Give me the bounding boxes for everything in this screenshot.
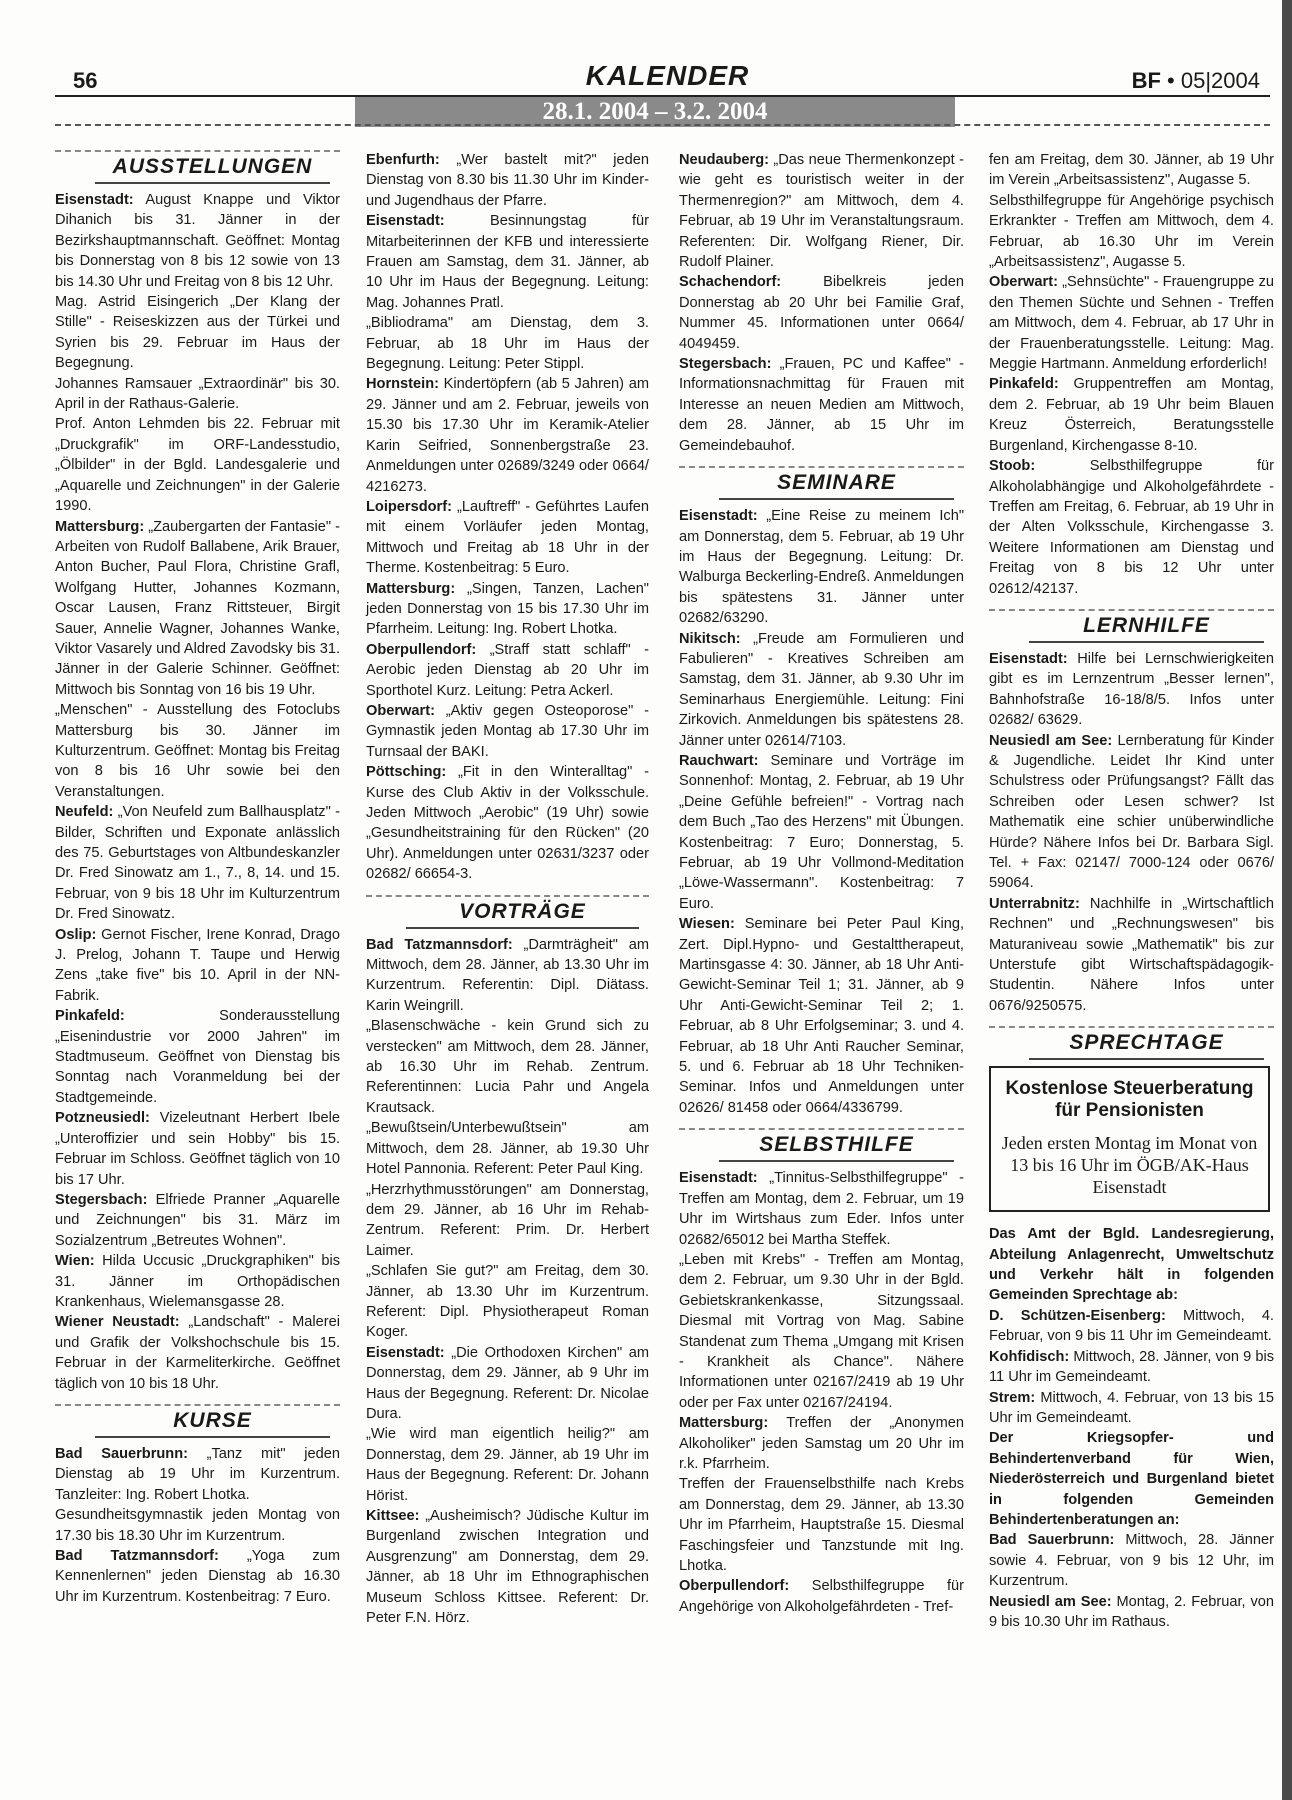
entry-text: Prof. Anton Lehmden bis 22. Februar mit „Druckgrafik" im ORF-Landesstudio, „Ölbilder" in der Bgld. Landesgalerie und „Aquarelle und Zeichnungen" in der Galerie 1990. [55,416,340,515]
list-vortraege [366,935,649,1629]
steuerberatung-box [989,1066,1270,1212]
entry-text: „Straff statt schlaff" - Aerobic jeden Dienstag ab 20 Uhr im Sporthotel Kurz. Leitung: Petra Ackerl. [366,641,649,699]
place-name: Wien: [55,1253,95,1270]
entry-text: Vizeleutnant Herbert Ibele „Unteroffizier und sein Hobby" bis 15. Februar im Schloss. Geöffnet täglich von 10 bis 17 Uhr. [55,1110,340,1188]
list-item [55,292,340,374]
entry-text: Kindertöpfern (ab 5 Jahren) am 29. Jänner und am 2. Februar, jeweils von 15.30 bis 17.30 Uhr im Keramik-Atelier Karin Seifried, Sonnenbergstraße 23. Anmeldungen unter 02689/3249 oder 0664/ 4216273. [366,376,649,495]
place-name: D. Schützen-Eisenberg: [989,1307,1166,1324]
place-name: Oberwart: [366,702,435,719]
column-3 [679,150,964,1617]
entry-text: „Lauftreff" - Geführtes Laufen mit einem Vorläufer jeden Montag, Mittwoch und Freitag ab 18 Uhr in der Therme. Kostenbeitrag: 5 Euro. [366,498,649,577]
entry-text: „Darmträgheit" am Mittwoch, dem 28. Jänner, ab 13.30 Uhr im Kurzentrum. Referentin: Dipl. Diätass. Karin Weingrill. [366,936,649,1014]
entry-text: „Leben mit Krebs" - Treffen am Montag, dem 2. Februar, um 9.30 Uhr in der Bgld. Gebietskrankenkasse, Sitzungssaal. Diesmal mit Vortrag von Mag. Sabine Standenat zum Thema „Umgang mit Krisen - Krankheit als Chance". Nähere Informationen unter 02167/2419 ab 19 Uhr oder per Fax unter 02167/24194. [679,1251,964,1411]
box-title: Kostenlose Steuerberatung für Pensionisten [1005,1078,1254,1122]
entry-text: Bibelkreis jeden Donnerstag ab 20 Uhr bei Familie Graf, Nummer 45. Informationen unter 0664/ 4049459. [679,274,964,352]
section-heading: VORTRÄGE [406,897,639,929]
section-heading: SPRECHTAGE [1029,1028,1264,1060]
entry-text: Treffen der „Anonymen Alkoholiker" jeden Samstag um 20 Uhr im r.k. Pfarrheim. [679,1415,964,1472]
place-name: Nikitsch: [679,630,741,647]
list-kurse [55,1444,340,1607]
list-item [55,1546,340,1607]
list-item [55,374,340,415]
list-item [366,313,649,374]
list-item [989,191,1274,273]
list-item [366,1118,649,1179]
list-item [679,1413,964,1474]
list-item [989,894,1274,1016]
issue-number: 05|2004 [1180,68,1260,93]
list-item [679,914,964,1118]
entry-text: Selbsthilfegruppe für Angehörige von Alkoholgefährdeten - Tref- [679,1578,964,1615]
place-name: Kittsee: [366,1508,420,1524]
entry-text: Mittwoch, 28. Jänner, von 9 bis 11 Uhr im Gemeindeamt. [989,1348,1274,1386]
entry-text: Johannes Ramsauer „Extraordinär" bis 30. April in der Rathaus-Galerie. [55,375,340,413]
entry-text: „Eine Reise zu meinem Ich" am Donnerstag, dem 5. Februar, ab 19 Uhr im Haus der Begegnung. Leitung: Dr. Walburga Beckerling-Endreß. Anmeldungen bis spätestens 31. Jänner unter 02682/63290. [679,508,964,627]
place-name: Bad Sauerbrunn: [989,1532,1115,1549]
entry-text: Mittwoch, 28. Jänner sowie 4. Februar, von 9 bis 12 Uhr, im Kurzentrum. [989,1532,1274,1590]
place-name: Wiener Neustadt: [55,1314,180,1331]
entry-text: Mittwoch, 4. Februar, von 13 bis 15 Uhr im Gemeindeamt. [989,1389,1274,1426]
date-range-band: 28.1. 2004 – 3.2. 2004 [355,97,955,127]
list-selbsthilfe-cont [989,150,1274,599]
section-vortraege [366,895,649,929]
list-item [989,649,1274,731]
entry-text: „Landschaft" - Malerei und Grafik der Volkshochschule bis 15. Februar in der Karmeliterkirche. Geöffnet täglich von 10 bis 18 Uhr. [55,1314,340,1392]
entry-text: „Blasenschwäche - kein Grund sich zu verstecken" am Mittwoch, dem 28. Jänner, ab 16.30 Uhr im Rehab. Zentrum. Referentinnen: Lucia Pahr und Angela Krautsack. [366,1018,649,1116]
list-item [679,629,964,751]
place-name: Eisenstadt: [366,1344,445,1361]
place-name: Kohfidisch: [989,1348,1070,1365]
box-body: Jeden ersten Montag im Monat von 13 bis 16 Uhr im ÖGB/AK-Haus Eisenstadt [1001,1133,1258,1198]
list-item [55,925,340,1007]
list-kob [989,1530,1274,1632]
place-name: Rauchwart: [679,752,759,769]
entry-text: Lernberatung für Kinder & Jugendliche. Leidet Ihr Kind unter Schulstress oder Prüfungsangst? Fällt das Schreiben oder Lesen schwer? Ist Mathematik eine schier unüberwindliche Hürde? Nähere Infos bei Dr. Barbara Sigl. Tel. + Fax: 02147/ 7000-124 oder 0676/ 59064. [989,732,1274,892]
page-edge-shadow [1282,0,1292,1800]
place-name: Potzneusiedl: [55,1110,150,1127]
entry-text: „Yoga zum Kennenlernen" jeden Dienstag ab 16.30 Uhr im Kurzentrum. Kostenbeitrag: 7 Euro. [55,1548,340,1605]
list-item [55,517,340,701]
place-name: Bad Tatzmannsdorf: [55,1548,219,1564]
list-item [55,190,340,292]
entry-text: „Ausheimisch? Jüdische Kultur im Burgenland zwischen Integration und Ausgrenzung" am Donnerstag, dem 29. Jänner, ab 18 Uhr im Ethnographischen Museum Schloss Kittsee. Referent: Dr. Peter F.N. Hörz. [366,1508,649,1627]
list-item [366,1506,649,1628]
section-heading: SEMINARE [719,468,954,500]
section-seminare [679,466,964,500]
place-name: Pöttsching: [366,764,447,781]
entry-text: „Menschen" - Ausstellung des Fotoclubs Mattersburg bis 30. Jänner im Kulturzentrum. Geöffnet: Montag bis Freitag von 8 bis 16 Uhr sowie bei den Veranstaltungen. [55,702,340,800]
list-item [679,751,964,914]
place-name: Eisenstadt: [679,508,758,525]
place-name: Pinkafeld: [989,376,1059,393]
section-heading: SELBSTHILFE [719,1130,954,1162]
entry-text: „Frauen, PC und Kaffee" - Informationsnachmittag für Frauen mit Interesse an neuen Medien am Mittwoch, dem 28. Jänner, ab 15 Uhr im Gemeindebauhof. [679,356,964,454]
list-item [679,506,964,628]
entry-text: Gernot Fischer, Irene Konrad, Drago J. Prelog, Johann T. Taupe und Herwig Zens „take five" bis 10. April in der NN-Fabrik. [55,926,340,1004]
list-item [55,1251,340,1312]
place-name: Loipersdorf: [366,498,452,515]
list-item [366,1343,649,1425]
entry-text: „Freude am Formulieren und Fabulieren" - Kreatives Schreiben am Samstag, dem 31. Jänner, ab 9.30 Uhr im Seminarhaus Energiemühle. Leitung: Fini Zirkovich. Anmeldungen bis spätestens 28. Jänner unter 02614/7103. [679,630,964,749]
list-selbsthilfe [679,1168,964,1617]
section-selbsthilfe [679,1128,964,1162]
entry-text: „Herzrhythmusstörungen" am Donnerstag, dem 29. Jänner, ab 16 Uhr im Rehab-Zentrum. Referent: Prim. Dr. Herbert Laimer. [366,1181,649,1259]
entry-text: „Wer bastelt mit?" jeden Dienstag von 8.30 bis 11.30 Uhr im Kinder- und Jugendhaus der Pfarre. [366,152,649,209]
list-item [989,1306,1274,1347]
entry-text: Nachhilfe in „Wirtschaftlich Rechnen" und „Rechnungswesen" bis Maturaniveau sowie „Mathematik" bis zur Unterstufe gibt Wirtschaftspädagogik-Studentin. Nähere Infos unter 0676/9250575. [989,895,1274,1014]
entry-text: Hilfe bei Lernschwierigkeiten gibt es im Lernzentrum „Besser lernen", Bahnhofstraße 16-18/8/5. Infos unter 02682/ 63629. [989,650,1274,729]
list-item [366,1180,649,1262]
list-item [989,272,1274,374]
list-item [55,1108,340,1190]
place-name: Mattersburg: [679,1415,769,1432]
column-4 [989,150,1274,1632]
amt-intro: Das Amt der Bgld. Landesregierung, Abteilung Anlagenrecht, Umweltschutz und Verkehr hält in folgenden Gemeinden Sprechtage ab: [989,1226,1274,1304]
list-item [679,1474,964,1576]
list-item [55,1006,340,1108]
place-name: Oslip: [55,926,97,943]
entry-text: Sonderausstellung „Eisenindustrie vor 2000 Jahren" im Stadtmuseum. Geöffnet von Dienstag bis Sonntag nach Voranmeldung bei der Stadtgemeinde. [55,1008,340,1106]
section-lernhilfe [989,609,1274,643]
list-item [55,700,340,802]
list-item [55,1312,340,1394]
entry-text: „Singen, Tanzen, Lachen" jeden Donnerstag von 15 bis 17.30 Uhr im Pfarrheim. Leitung: Ing. Robert Lhotka. [366,580,649,638]
place-name: Strem: [989,1389,1036,1406]
entry-text: Elfriede Pranner „Aquarelle und Zeichnungen" bis 31. März im Sozialzentrum „Betreutes Wohnen". [55,1191,340,1249]
entry-text: Seminare bei Peter Paul King, Zert. Dipl.Hypno- und Gestalttherapeut, Martinsgasse 4: 30. Jänner, ab 18 Uhr Anti-Gewicht-Seminar Teil 1; 31. Jänner, ab 9 Uhr Anti-Gewicht-Seminar Teil 2; 1. Februar, ab 8 Uhr Erfolgseminar; 3. und 4. Februar, ab 18 Uhr Anti Raucher Seminar, 5. und 6. Februar ab 18 Uhr Techniken-Seminar. Infos und Anmeldungen unter 02626/ 81458 oder 0664/4336799. [679,916,964,1116]
list-item [989,374,1274,456]
list-item [366,1261,649,1343]
section-heading: AUSSTELLUNGEN [95,152,330,184]
entry-text: Besinnungstag für Mitarbeiterinnen der KFB und interessierte Frauen am Samstag, dem 31. Jänner, ab 10 Uhr im Haus der Begegnung. Leitung: Mag. Johannes Pratl. [366,213,649,311]
entry-text: „Tanz mit" jeden Dienstag ab 19 Uhr im Kurzentrum. Tanzleiter: Ing. Robert Lhotka. [55,1445,340,1503]
list-item [55,802,340,924]
list-item [366,1016,649,1118]
place-name: Pinkafeld: [55,1008,125,1025]
list-item [989,456,1274,599]
list-item [366,211,649,313]
entry-text: Selbsthilfegruppe für Angehörige psychisch Erkrankter - Treffen am Mittwoch, dem 4. Februar, ab 16.30 Uhr im Verein „Arbeitsassistenz", Augasse 5. [989,192,1274,271]
list-item [989,1530,1274,1591]
place-name: Stegersbach: [679,356,772,373]
entry-text: Mittwoch, 4. Februar, von 9 bis 11 Uhr im Gemeindeamt. [989,1307,1274,1345]
list-item [989,1388,1274,1429]
issue-info: BF • 05|2004 [1131,68,1260,93]
list-amt [989,1306,1274,1428]
entry-text: „Die Orthodoxen Kirchen" am Donnerstag, dem 29. Jänner, ab 9 Uhr im Haus der Begegnung. Referent: Dr. Nicolae Dura. [366,1344,649,1422]
list-item [55,1444,340,1505]
list-ausstellungen [55,190,340,1394]
section-title: KALENDER [585,60,750,91]
entry-text: Gruppentreffen am Montag, dem 2. Februar, ab 19 Uhr beim Blauen Kreuz Österreich, Beratungsstelle Burgenland, Kirchengasse 8-10. [989,376,1274,454]
list-item [366,150,649,211]
place-name: Schachendorf: [679,274,782,291]
list-item [989,1347,1274,1388]
list-item [989,731,1274,894]
entry-text: „Wie wird man eigentlich heilig?" am Donnerstag, dem 29. Jänner, ab 19 Uhr im Haus der Begegnung. Referent: Dr. Johann Hörist. [366,1426,649,1504]
place-name: Neudauberg: [679,152,769,168]
place-name: Unterrabnitz: [989,895,1080,912]
kob-intro: Der Kriegsopfer- und Behindertenverband für Wien, Niederösterreich und Burgenland bietet in folgenden Gemeinden Behindertenberatungen an: [989,1430,1274,1528]
header-dashed-rule [55,124,1270,126]
entry-text: August Knappe und Viktor Dihanich bis 31. Jänner in der Bezirkshauptmannschaft. Geöffnet: Montag bis Donnerstag von 8 bis 12 sowie von 13 bis 14.30 Uhr und Freitag von 8 bis 12 Uhr. [55,192,340,290]
list-item [366,497,649,579]
list-item [679,354,964,456]
list-item [679,1168,964,1250]
place-name: Stegersbach: [55,1191,148,1208]
column-2 [366,150,649,1628]
place-name: Bad Tatzmannsdorf: [366,936,513,953]
list-kurse-cont [366,150,649,885]
list-item [679,1576,964,1617]
list-item [366,640,649,701]
section-kurse [55,1404,340,1438]
section-heading: KURSE [95,1406,330,1438]
place-name: Oberpullendorf: [366,641,477,658]
list-item [55,1505,340,1546]
entry-text: Montag, 2. Februar, von 9 bis 10.30 Uhr im Rathaus. [989,1593,1275,1630]
entry-text: „Bibliodrama" am Dienstag, dem 3. Februar, ab 18 Uhr im Haus der Begegnung. Leitung: Peter Stippl. [366,315,649,373]
list-item [679,150,964,272]
entry-text: „Zaubergarten der Fantasie" - Arbeiten von Rudolf Ballabene, Arik Brauer, Anton Bucher, Paul Flora, Christine Grafl, Wolfgang Hutter, Johannes Kozmann, Oscar Lausen, Franz Rittsteuer, Birgit Sauer, Annelie Wagner, Johannes Wanke, Viktor Vasarely und Aldred Zavodsky bis 31. Jänner in der Galerie Schinner. Geöffnet: Mittwoch bis Sonntag von 16 bis 19 Uhr. [55,518,340,698]
entry-text: Seminare und Vorträge im Sonnenhof: Montag, 2. Februar, ab 19 Uhr „Deine Gefühle befreien!" - Vortrag nach dem Buch „Tao des Herzens" mit Übungen. Kostenbeitrag: 7 Euro; Donnerstag, 5. Februar, ab 19 Uhr Vollmond-Meditation „Löwe-Wassermann". Kostenbeitrag: 7 Euro. [679,752,964,912]
entry-text: „Fit in den Winteralltag" - Kurse des Club Aktiv in der Volksschule. Jeden Mittwoch „Aerobic" (19 Uhr) sowie „Gesundheitstraining für den Rücken" (20 Uhr). Anmeldungen unter 02631/3237 oder 02682/ 66654-3. [366,764,649,883]
list-item [55,414,340,516]
place-name: Neusiedl am See: [989,732,1113,749]
list-item [366,1424,649,1506]
entry-text: „Von Neufeld zum Ballhausplatz" - Bilder, Schriften und Exponate anlässlich des 75. Geburtstages von Altbundeskanzler Dr. Fred Sinowatz am 1., 7., 8, 14. und 15. Februar, von 9 bis 18 Uhr im Kulturzentrum Dr. Fred Sinowatz. [55,804,340,923]
page-number: 56 [73,68,98,93]
entry-text: „Bewußtsein/Unterbewußtsein" am Mittwoch, dem 28. Jänner, ab 19.30 Uhr Hotel Pannonia. Referent: Peter Paul King. [366,1120,649,1178]
list-item [366,701,649,762]
entry-text: Gesundheitsgymnastik jeden Montag von 17.30 bis 18.30 Uhr im Kurzentrum. [55,1507,340,1544]
list-item [366,762,649,884]
entry-text: Hilda Uccusic „Druckgraphiken" bis 31. Jänner im Orthopädischen Krankenhaus, Wielemansgasse 28. [55,1253,340,1310]
place-name: Mattersburg: [55,518,145,535]
list-item [679,272,964,354]
list-item [679,1250,964,1413]
list-item [366,374,649,496]
place-name: Wiesen: [679,916,735,933]
place-name: Hornstein: [366,376,439,393]
place-name: Mattersburg: [366,580,456,597]
list-item [366,579,649,640]
list-item [989,150,1274,191]
entry-text: fen am Freitag, dem 30. Jänner, ab 19 Uhr im Verein „Arbeitsassistenz", Augasse 5. [989,152,1274,189]
place-name: Eisenstadt: [679,1170,758,1187]
entry-text: „Tinnitus-Selbsthilfegruppe" - Treffen am Montag, dem 2. Februar, um 19 Uhr im Wirtshaus zum Eder. Infos unter 02682/65012 bei Martha Steffek. [679,1170,964,1248]
entry-text: „Sehnsüchte" - Frauengruppe zu den Themen Süchte und Sehnen - Treffen am Mittwoch, dem 4. Februar, ab 17 Uhr in der Frauenberatungsstelle. Leitung: Mag. Meggie Hartmann. Anmeldung erforderlich! [989,274,1274,373]
page-header [55,60,1280,100]
place-name: Neusiedl am See: [989,1593,1112,1610]
place-name: Eisenstadt: [366,213,445,230]
place-name: Eisenstadt: [989,650,1068,667]
entry-text: Treffen der Frauenselbsthilfe nach Krebs am Donnerstag, dem 29. Jänner, ab 13.30 Uhr im Pfarrheim, Hauptstraße 15. Diesmal Faschingsfeier und Tanzstunde mit Ing. Lhotka. [679,1476,964,1574]
section-heading: LERNHILFE [1029,611,1264,643]
place-name: Oberwart: [989,274,1058,291]
entry-text: Selbsthilfegruppe für Alkoholabhängige und Alkoholgefährdete - Treffen am Freitag, 6. Februar, ab 19 Uhr in der Alten Volksschule, Kirchengasse 3. Weitere Informationen am Dienstag und Freitag von 8 bis 12 Uhr unter 02612/42137. [989,458,1274,597]
place-name: Bad Sauerbrunn: [55,1445,188,1462]
entry-text: „Schlafen Sie gut?" am Freitag, dem 30. Jänner, ab 13.30 Uhr im Kurzentrum. Referent: Dipl. Physiotherapeut Roman Koger. [366,1263,649,1341]
entry-text: „Das neue Thermenkonzept - wie geht es touristisch weiter in der Thermenregion?" am Mittwoch, dem 4. Februar, ab 19 Uhr im Veranstaltungsraum. Referenten: Dir. Wolfgang Riener, Dir. Rudolf Plainer. [679,152,964,271]
list-lernhilfe [989,649,1274,1016]
list-vortraege-cont [679,150,964,456]
section-sprechtage [989,1026,1274,1060]
list-seminare [679,506,964,1118]
column-1 [55,150,340,1607]
place-name: Oberpullendorf: [679,1578,790,1595]
place-name: Eisenstadt: [55,192,134,208]
place-name: Ebenfurth: [366,152,440,168]
section-ausstellungen [55,150,340,184]
place-name: Stoob: [989,458,1036,475]
list-item [989,1592,1274,1633]
list-item [366,935,649,1017]
place-name: Neufeld: [55,804,114,821]
magazine-name: BF [1131,68,1161,93]
list-item [55,1190,340,1251]
entry-text: „Aktiv gegen Osteoporose" - Gymnastik jeden Montag ab 17.30 Uhr im Turnsaal der BAKI. [366,702,649,760]
entry-text: Mag. Astrid Eisingerich „Der Klang der Stille" - Reiseskizzen aus der Türkei und Syrien bis 29. Februar im Haus der Begegnung. [55,294,340,372]
